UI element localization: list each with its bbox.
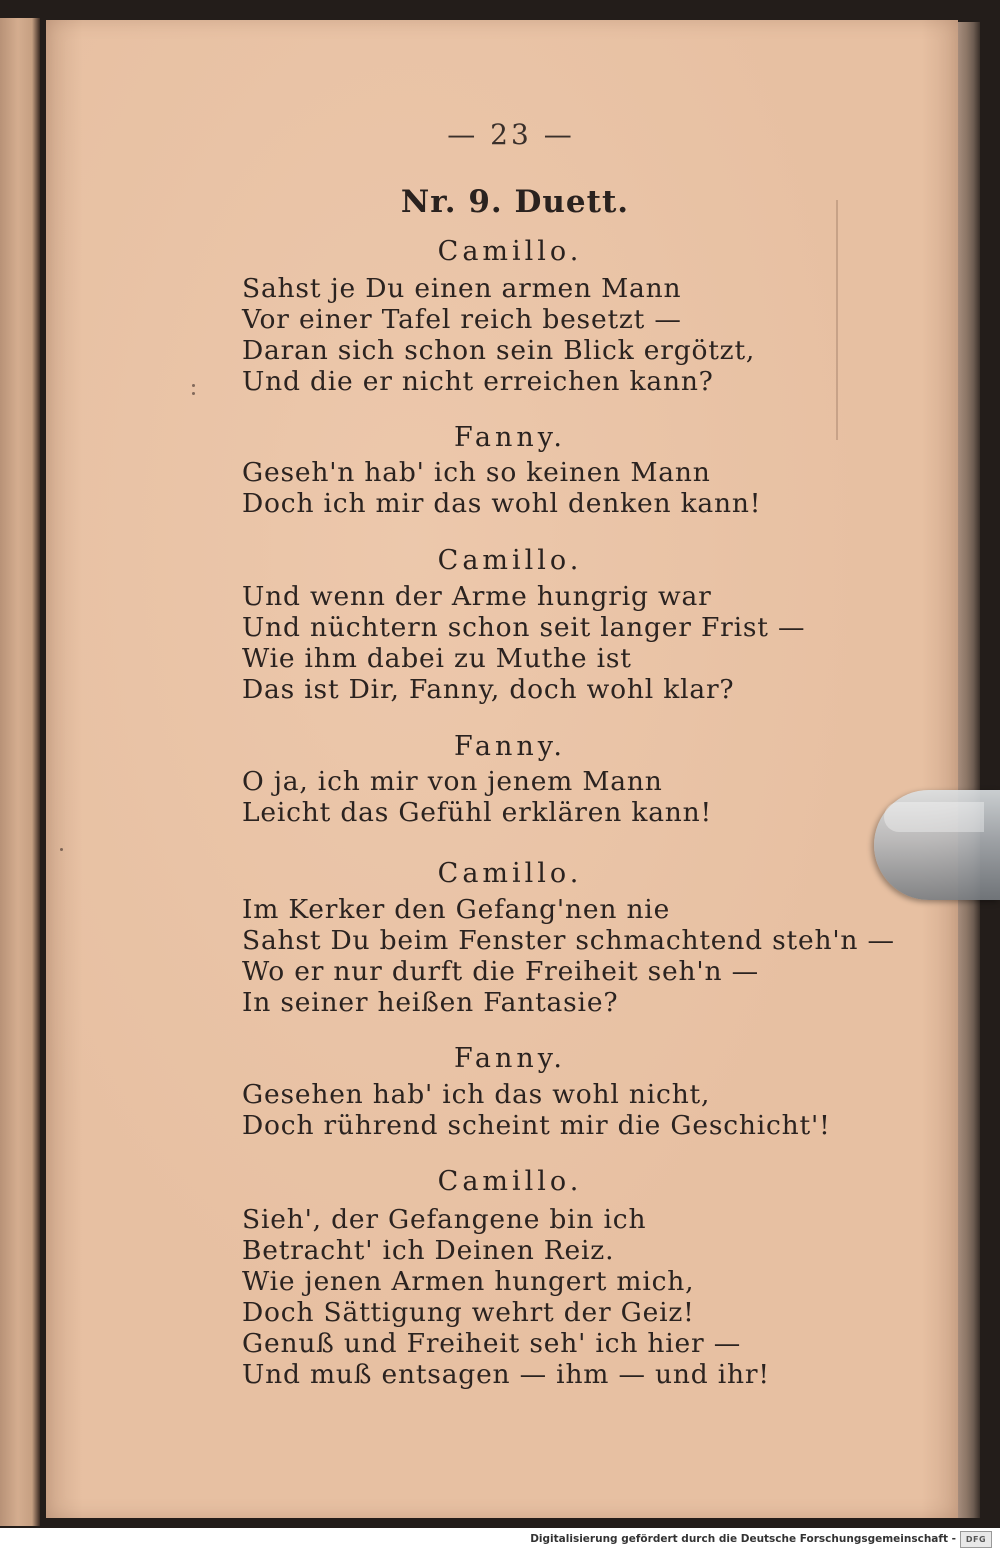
glass-page-clip xyxy=(874,790,1000,900)
paper-speck xyxy=(192,384,195,387)
speaker-label: Camillo. xyxy=(437,1166,583,1197)
previous-page-edge xyxy=(0,18,40,1526)
verse-line: Wie jenen Armen hungert mich, xyxy=(242,1266,695,1297)
verse-line: Das ist Dir, Fanny, doch wohl klar? xyxy=(242,674,735,705)
bleed-through-mark xyxy=(836,200,838,440)
verse-line: Wie ihm dabei zu Muthe ist xyxy=(242,643,632,674)
speaker-label: Fanny. xyxy=(453,422,567,453)
verse-line: Geseh'n hab' ich so keinen Mann xyxy=(242,457,711,488)
verse-line: Und muß entsagen — ihm — und ihr! xyxy=(242,1359,770,1390)
verse-line: Und wenn der Arme hungrig war xyxy=(242,581,712,612)
verse-line: Sahst Du beim Fenster schmachtend steh'n — xyxy=(242,925,895,956)
verse-line: Sahst je Du einen armen Mann xyxy=(242,273,682,304)
paper-speck xyxy=(60,848,63,851)
speaker-label: Fanny. xyxy=(453,1043,567,1074)
page-edges xyxy=(958,22,980,1518)
speaker-label: Fanny. xyxy=(453,731,567,762)
verse-line: Genuß und Freiheit seh' ich hier — xyxy=(242,1328,742,1359)
page-title: Nr. 9. Duett. xyxy=(400,184,630,220)
verse-line: Und nüchtern schon seit langer Frist — xyxy=(242,612,806,643)
verse-line: Und die er nicht erreichen kann? xyxy=(242,366,714,397)
dfg-logo: DFG xyxy=(960,1531,992,1548)
verse-line: Doch rührend scheint mir die Geschicht'! xyxy=(242,1110,831,1141)
page-number: — 23 — xyxy=(447,118,575,151)
verse-line: Doch ich mir das wohl denken kann! xyxy=(242,488,762,519)
verse-line: Gesehen hab' ich das wohl nicht, xyxy=(242,1079,711,1110)
verse-line: O ja, ich mir von jenem Mann xyxy=(242,766,663,797)
funding-notice: Digitalisierung gefördert durch die Deutsche Forschungsgemeinschaft - xyxy=(530,1533,956,1545)
verse-line: In seiner heißen Fantasie? xyxy=(242,987,619,1018)
speaker-label: Camillo. xyxy=(437,858,583,889)
verse-line: Betracht' ich Deinen Reiz. xyxy=(242,1235,615,1266)
verse-line: Daran sich schon sein Blick ergötzt, xyxy=(242,335,756,366)
verse-line: Sieh', der Gefangene bin ich xyxy=(242,1204,647,1235)
verse-line: Vor einer Tafel reich besetzt — xyxy=(242,304,682,335)
paper-speck xyxy=(192,392,195,395)
verse-line: Im Kerker den Gefang'nen nie xyxy=(242,894,671,925)
speaker-label: Camillo. xyxy=(437,545,583,576)
speaker-label: Camillo. xyxy=(437,236,583,267)
verse-line: Doch Sättigung wehrt der Geiz! xyxy=(242,1297,695,1328)
verse-line: Leicht das Gefühl erklären kann! xyxy=(242,797,712,828)
verse-line: Wo er nur durft die Freiheit seh'n — xyxy=(242,956,759,987)
